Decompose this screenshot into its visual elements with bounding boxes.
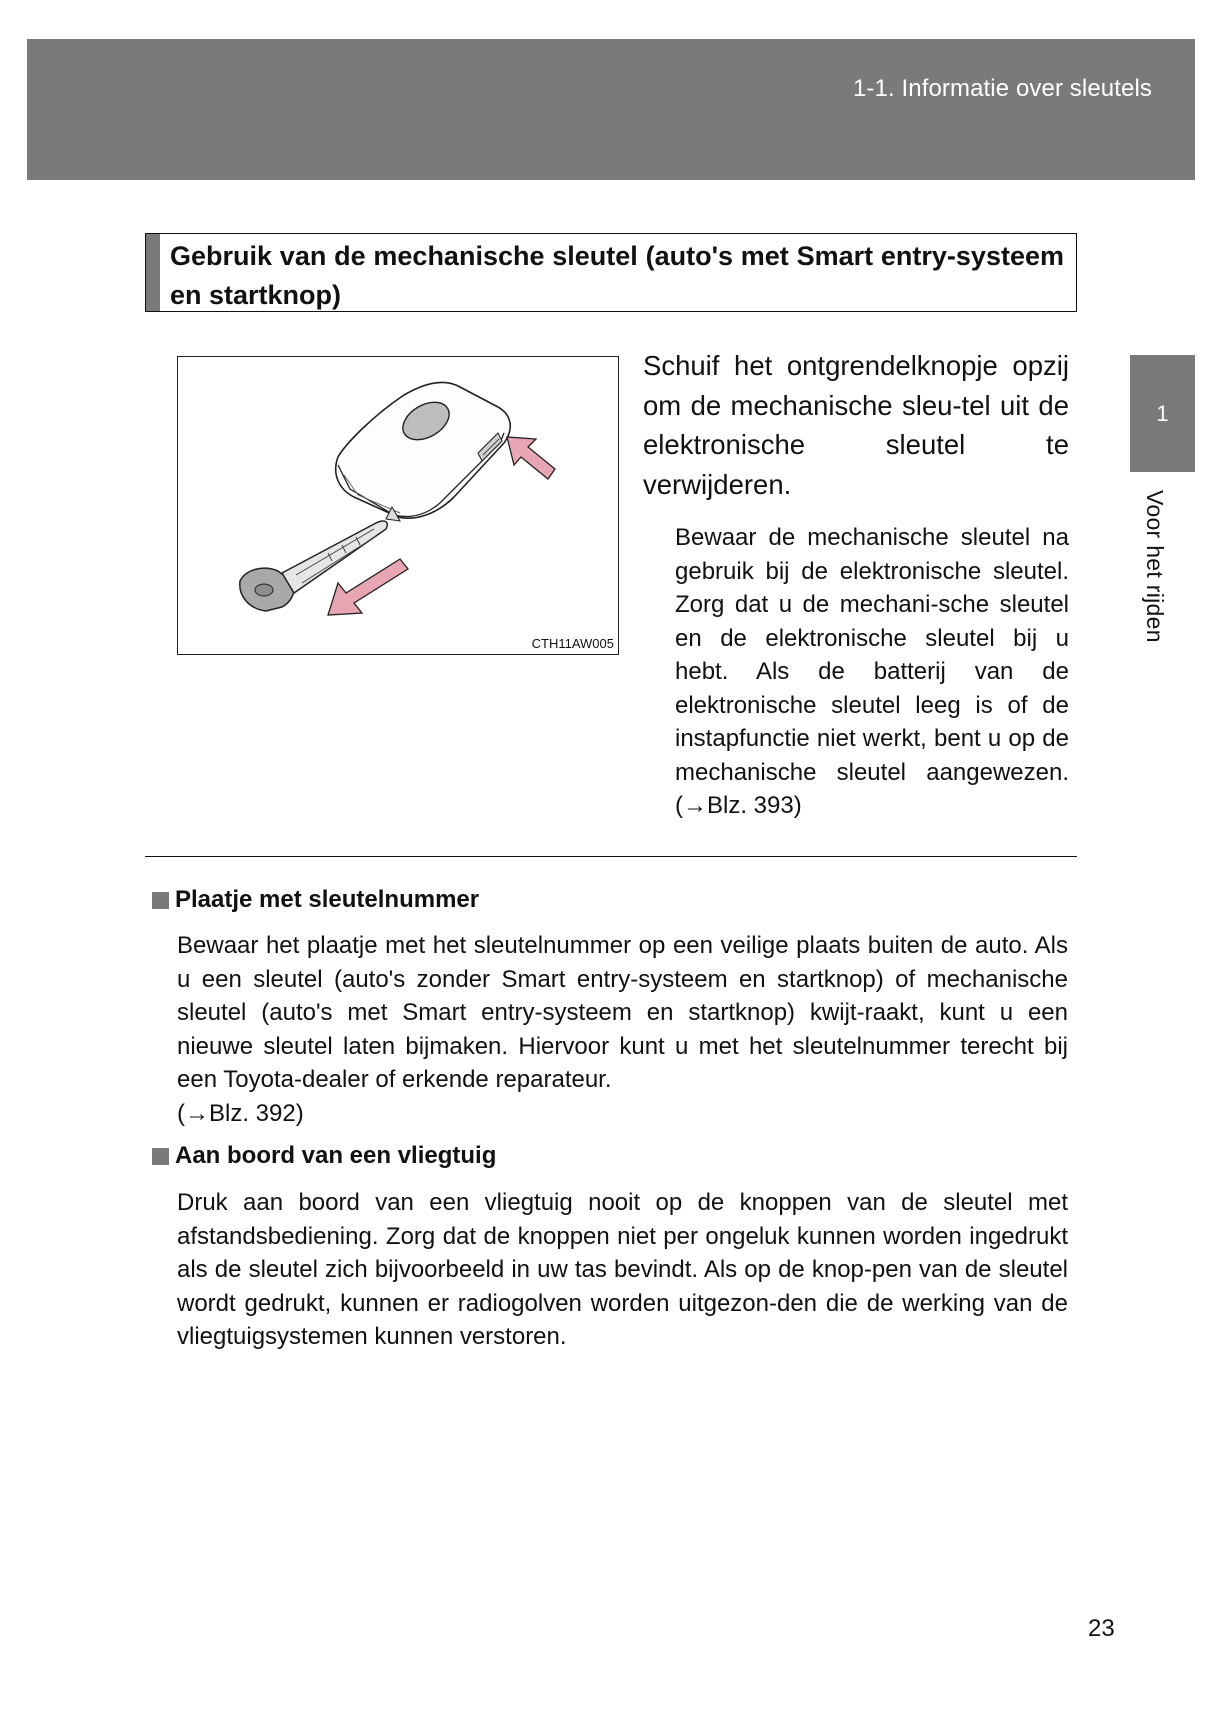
square-bullet-icon [152, 892, 169, 909]
page-number: 23 [1088, 1615, 1115, 1642]
release-arrow-icon [507, 437, 555, 479]
chapter-tab-number: 1 [1156, 400, 1169, 426]
subsection-body-text: Druk aan boord van een vliegtuig nooit op de knoppen van de sleutel met afstandsbediening. Zorg dat de knoppen niet per ongeluk kunnen worden ingedrukt als de sleutel zich bijvoorbeeld in uw tas bevindt. Als op de knop-pen van de sleutel wordt gedrukt, kunnen er radiogolven worden uitgezon-den die de werking van de vliegtuigsystemen kunnen verstoren. [177, 1189, 1068, 1350]
subsection-body [177, 929, 1068, 1130]
section-heading-box [145, 233, 1077, 312]
note-text: Bewaar de mechanische sleutel na gebruik bij de elektronische sleutel. Zorg dat u de mechani-sche sleutel en de elektronische sleutel bij u hebt. Als de batterij van de elektronische sleutel leeg is of de instapfunctie niet werkt, bent u op de mechanische sleutel aangewezen. (→Blz. 393) [675, 524, 1069, 819]
pull-out-arrow-icon [328, 559, 408, 615]
subsection-title [152, 1142, 496, 1170]
figure-code: CTH11AW005 [531, 636, 614, 651]
subsection-title-text: Aan boord van een vliegtuig [175, 1142, 497, 1169]
key-illustration [177, 356, 619, 655]
subsection-body-text: Bewaar het plaatje met het sleutelnummer op een veilige plaats buiten de auto. Als u een sleutel (auto's zonder Smart entry-systeem en startknop) of mechanische sleutel (auto's met Smart entry-systeem en startknop) kwijt-raakt, kunt u een nieuwe sleutel laten bijmaken. Hiervoor kunt u met het sleutelnummer terecht bij een Toyota-dealer of erkende reparateur. [177, 932, 1068, 1093]
heading-accent-bar [146, 234, 160, 311]
intro-instruction: Schuif het ontgrendelknopje opzij om de mechanische sleu-tel uit de elektronische sleutel te verwijderen. [643, 350, 1069, 500]
chapter-header-band [27, 39, 1195, 180]
electronic-key-icon [336, 382, 511, 521]
square-bullet-icon [152, 1148, 169, 1165]
key-illustration-drawing [178, 357, 618, 654]
divider-line [145, 856, 1077, 857]
chapter-tab [1130, 355, 1195, 472]
subsection-title-text: Plaatje met sleutelnummer [175, 886, 480, 913]
subsection-body [177, 1186, 1068, 1354]
section-label: 1-1. Informatie over sleutels [852, 75, 1152, 102]
page-reference: (→Blz. 392) [177, 1099, 304, 1127]
subsection-title [152, 886, 479, 914]
chapter-tab-label: Voor het rijden [1142, 490, 1168, 643]
mechanical-key-icon [240, 521, 387, 611]
section-heading: Gebruik van de mechanische sleutel (auto's met Smart entry-systeem en startknop) [170, 241, 1064, 310]
